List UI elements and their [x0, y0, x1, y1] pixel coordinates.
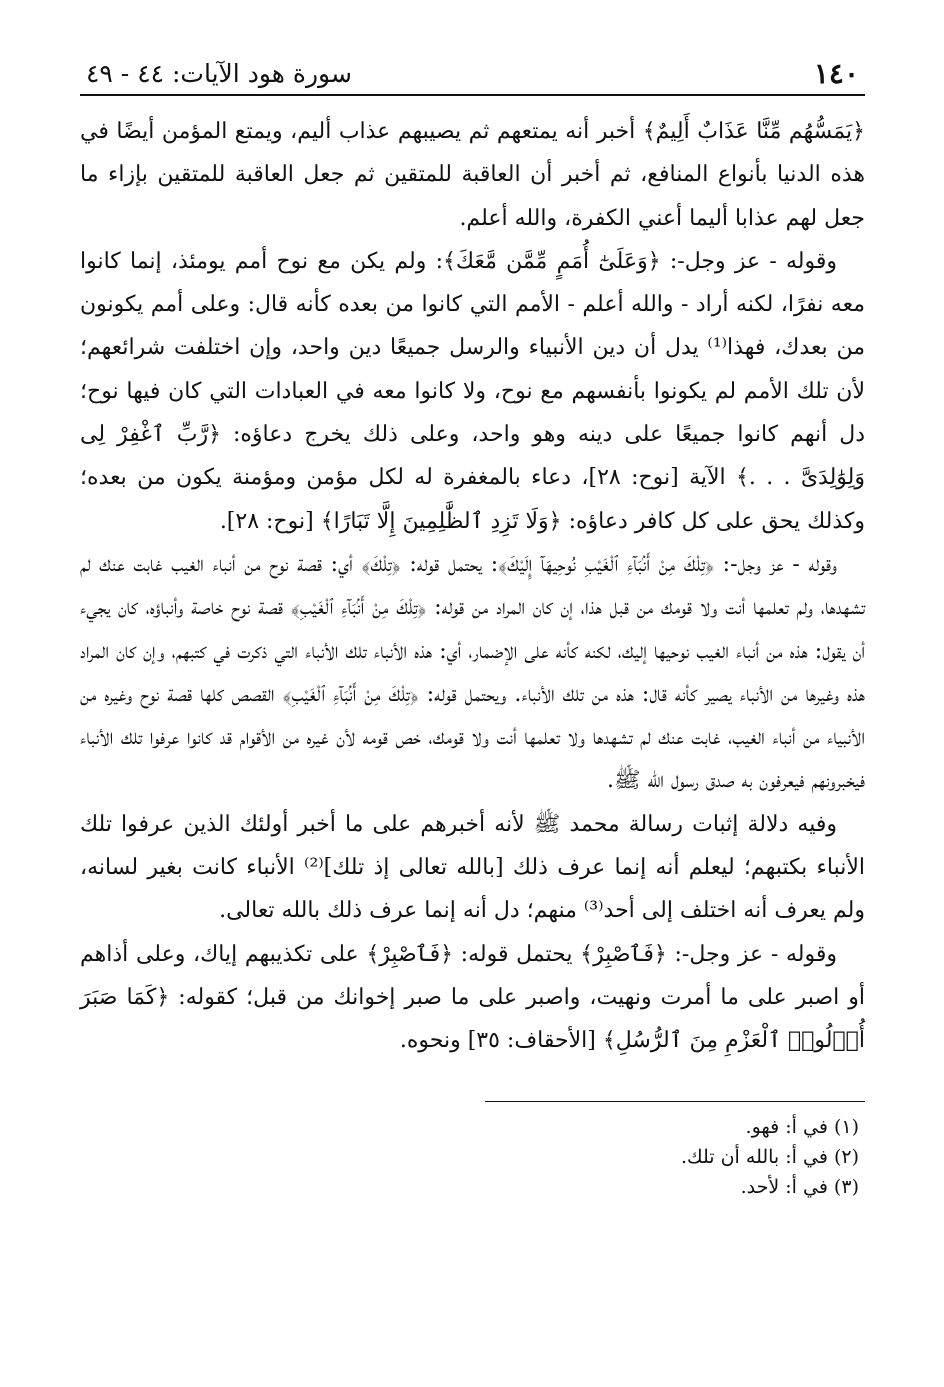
book-page — [80, 50, 865, 1202]
footnote: (١) في أ: فهو. — [745, 1115, 859, 1138]
page-header — [80, 50, 865, 96]
paragraph: ﴿يَمَسُّهُم مِّنَّا عَذَابٌ أَلِيمٌ﴾ أخبر أنه يمتعهم ثم يصيبهم عذاب أليم، ويمتع المؤمن أيضًا في هذه الدنيا بأنواع المنافع، ثم أخبر أن العاقبة للمتقين ثم جعل العاقبة للمتقين بإزاء ما جعل لهم عذابا أليما أعني الكفرة، والله أعلم. — [80, 119, 865, 231]
paragraph: وقوله - عز وجل-: ﴿فَٱصْبِرْ﴾ يحتمل قوله: ﴿فَٱصْبِرْ﴾ على تكذيبهم إياك، وعلى أذاهم أو اصبر على ما أمرت ونهيت، واصبر على ما صبر إخوانك من قبل؛ كقوله: ﴿كَمَا صَبَرَ أُو۟لُوا۟ ٱلْعَزْمِ مِنَ ٱلرُّسُلِ﴾ [الأحقاف: ٣٥] ونحوه. — [80, 941, 865, 1054]
main-text — [80, 110, 865, 1063]
paragraph: وقوله - عز وجل-: ﴿وَعَلَىٰٓ أُمَمٍ مِّمَّن مَّعَكَ﴾: ولم يكن مع نوح أمم يومئذ، إنما كانوا معه نفرًا، لكنه أراد - والله أعلم - الأمم التي كانوا من بعده كأنه قال: وعلى أمم يكونون من بعدك، فهذا⁽¹⁾ يدل أن دين الأنبياء والرسل جميعًا دين واحد، وإن اختلفت شرائعهم؛ لأن تلك الأمم لم يكونوا بأنفسهم مع نوح، ولا كانوا معه في العبادات التي كان فيها نوح؛ دل أنهم كانوا جميعًا على دينه وهو واحد، وعلى ذلك يخرج دعاؤه: ﴿رَّبِّ ٱغْفِرْ لِى وَلِوَٰلِدَىَّ . . .﴾ الآية [نوح: ٢٨]، دعاء بالمغفرة له لكل مؤمن ومؤمنة يكون من بعده؛ وكذلك يحق على كل كافر دعاؤه: ﴿وَلَا تَزِدِ ٱلظَّٰلِمِينَ إِلَّا تَبَارًا﴾ [نوح: ٢٨]. — [80, 248, 866, 534]
footnotes — [80, 1112, 865, 1202]
paragraph: وفيه دلالة إثبات رسالة محمد ﷺ لأنه أخبرهم على ما أخبر أولئك الذين عرفوا تلك الأنباء بكتبهم؛ ليعلم أنه إنما عرف ذلك [بالله تعالى إذ تلك]⁽²⁾ الأنباء كانت بغير لسانه، ولم يعرف أنه اختلف إلى أحد⁽³⁾ منهم؛ دل أنه إنما عرف ذلك بالله تعالى. — [80, 811, 865, 924]
footnote: (٢) في أ: بالله أن تلك. — [680, 1145, 859, 1168]
footnote-divider — [485, 1101, 865, 1102]
page-number: ١٤٠ — [813, 57, 859, 90]
footnote: (٣) في أ: لأحد. — [740, 1175, 859, 1198]
paragraph: وقوله - عز وجل-: ﴿تِلْكَ مِنْ أَنۢبَآءِ ٱلْغَيْبِ نُوحِيهَآ إِلَيْكَ﴾: يحتمل قوله: ﴿تِلْكَ﴾ أي: قصة نوح من أنباء الغيب غابت عنك لم تشهدها، ولم تعلمها أنت ولا قومك من قبل هذا، إن كان المراد من قوله: ﴿تِلْكَ مِنْ أَنۢبَآءِ ٱلْغَيْبِ﴾ قصة نوح خاصة وأنباؤه، كان يجيء أن يقول: هذه من أنباء الغيب نوحيها إليك، لكنه كأنه على الإضمار، أي: هذه الأنباء تلك الأنباء التي ذكرت في كتبهم، وإن كان المراد هذه وغيرها من الأنباء يصير كأنه قال: هذه من تلك الأنباء. ويحتمل قوله: ﴿تِلْكَ مِنْ أَنۢبَآءِ ٱلْغَيْبِ﴾ القصص كلها قصة نوح وغيره من الأنبياء من أنباء الغيب، غابت عنك لم تشهدها ولا تعلمها أنت ولا قومك، خص قومه لأن غيره من الأقوام قد كانوا عرفوا تلك الأنباء فيخبرونهم فيعرفون به صدق رسول الله ﷺ. — [80, 551, 865, 794]
running-title: سورة هود الآيات: ٤٤ - ٤٩ — [86, 59, 352, 88]
